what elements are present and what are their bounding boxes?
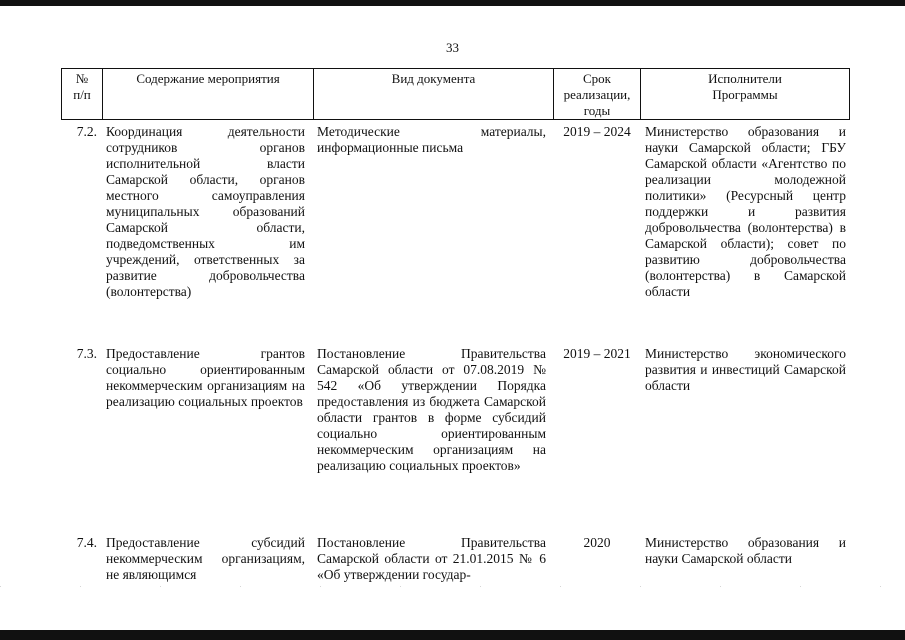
row-document: Постановление Правительства Самарской области от 07.08.2019 № 542 «Об утверждении Порядка предоставления из бюджета Самарской области грантов в форме субсидий социально ориентированным некоммерческим организациям на реализацию социальных проектов» (317, 346, 546, 473)
header-content: Содержание мероприятия (102, 68, 314, 120)
row-number: 7.2. (76, 124, 97, 139)
header-exec-line2: Программы (712, 87, 778, 102)
row-executors: Министерство образования и науки Самарской области (645, 535, 846, 566)
row-term: 2019 – 2024 (563, 124, 631, 139)
row-content: Координация деятельности сотрудников органов исполнительной власти Самарской области, органов местного самоуправления муниципальных образований Самарской области, подведомственных им учреждений, ответственных за развитие добровольчества (волонтерства) (106, 124, 305, 299)
header-num-line2: п/п (73, 87, 91, 102)
header-exec (640, 68, 850, 120)
page-number: 33 (446, 40, 459, 55)
row-document: Постановление Правительства Самарской области от 21.01.2015 № 6 «Об утверждении государ- (317, 535, 546, 582)
bottom-border (0, 630, 905, 640)
row-content: Предоставление грантов социально ориентированным некоммерческим организациям на реализацию социальных проектов (106, 346, 305, 409)
row-document: Методические материалы, информационные письма (317, 124, 546, 155)
row-content: Предоставление субсидий некоммерческим организациям, не являющимся (106, 535, 305, 582)
header-exec-line1: Исполнители (708, 71, 782, 86)
row-term: 2020 (583, 535, 611, 550)
row-number: 7.4. (76, 535, 97, 550)
header-num-line1: № (75, 71, 89, 86)
header-term-line3: годы (583, 103, 611, 118)
header-num (61, 68, 103, 120)
row-executors: Министерство экономического развития и инвестиций Самарской области (645, 346, 846, 393)
scan-artifact-line (0, 586, 905, 587)
header-term-line2: реализации, (563, 87, 631, 102)
header-term-line1: Срок (583, 71, 611, 86)
row-number: 7.3. (76, 346, 97, 361)
header-term (553, 68, 641, 120)
top-border (0, 0, 905, 6)
row-executors: Министерство образования и науки Самарской области; ГБУ Самарской области «Агентство по реализации молодежной политики» (Ресурсный центр поддержки и развития добровольчества (волонтерства) в Самарской области); совет по развитию добровольчества (волонтерства) в Самарской области (645, 124, 846, 299)
row-term: 2019 – 2021 (563, 346, 631, 361)
header-doc: Вид документа (313, 68, 554, 120)
